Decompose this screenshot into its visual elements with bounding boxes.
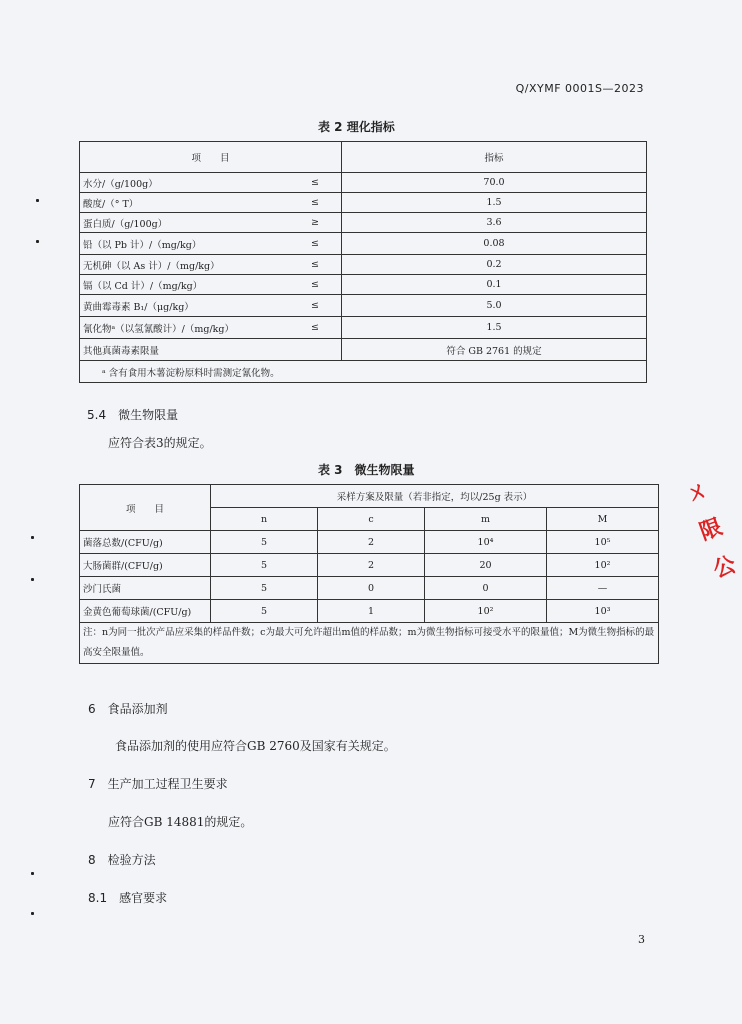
row-value: 70.0 [342, 173, 647, 193]
scan-mark [31, 912, 34, 915]
row-op: ≤ [296, 233, 342, 255]
section-6-title: 6 食品添加剂 [88, 702, 168, 716]
col-c: c [318, 508, 425, 531]
row-item: 铅（以 Pb 计）/（mg/kg） [80, 233, 296, 255]
scan-mark [36, 240, 39, 243]
row-op: ≤ [296, 317, 342, 339]
row-item: 其他真菌毒素限量 [80, 339, 296, 361]
row-item: 大肠菌群/(CFU/g) [80, 554, 211, 577]
row-M: 10⁵ [547, 531, 659, 554]
scan-mark [31, 872, 34, 875]
row-n: 5 [211, 600, 318, 623]
section-8-1-title: 8.1 感官要求 [88, 891, 168, 905]
row-M: 10² [547, 554, 659, 577]
section-5-4-title: 5.4 微生物限量 [87, 408, 179, 422]
row-value: 0.1 [342, 275, 647, 295]
table-row [80, 275, 647, 295]
row-op: ≥ [296, 213, 342, 233]
section-7-title: 7 生产加工过程卫生要求 [88, 777, 228, 791]
row-item: 无机砷（以 As 计）/（mg/kg） [80, 255, 296, 275]
row-m: 20 [425, 554, 547, 577]
table2-physicochemical [79, 141, 647, 383]
table3-microbial [79, 484, 659, 664]
seal-stamp-fragment: ㄨ 限 公 [682, 476, 740, 584]
col-m: m [425, 508, 547, 531]
row-item: 氰化物ᵃ（以氢氰酸计）/（mg/kg） [80, 317, 296, 339]
section-5-4-text: 应符合表3的规定。 [108, 436, 212, 450]
scan-mark [31, 578, 34, 581]
table3-head-group: 采样方案及限量（若非指定，均以/25g 表示） [211, 485, 659, 508]
table-row [80, 173, 647, 193]
table3-head-item: 项 目 [80, 485, 211, 531]
table-row [80, 295, 647, 317]
row-item: 金黄色葡萄球菌/(CFU/g) [80, 600, 211, 623]
row-m: 0 [425, 577, 547, 600]
row-item: 沙门氏菌 [80, 577, 211, 600]
table2-caption: 表 2 理化指标 [318, 120, 395, 134]
row-op: ≤ [296, 255, 342, 275]
row-item: 菌落总数/(CFU/g) [80, 531, 211, 554]
row-c: 2 [318, 531, 425, 554]
row-c: 1 [318, 600, 425, 623]
table2-head-value: 指标 [342, 142, 647, 173]
row-c: 2 [318, 554, 425, 577]
row-value: 0.08 [342, 233, 647, 255]
row-op: ≤ [296, 193, 342, 213]
row-value: 3.6 [342, 213, 647, 233]
table3-caption: 表 3 微生物限量 [318, 463, 415, 477]
row-value: 1.5 [342, 317, 647, 339]
row-item: 蛋白质/（g/100g） [80, 213, 296, 233]
table-row [80, 317, 647, 339]
row-item: 水分/（g/100g） [80, 173, 296, 193]
row-n: 5 [211, 531, 318, 554]
row-value: 符合 GB 2761 的规定 [342, 339, 647, 361]
row-item: 黄曲霉毒素 B₁/（μg/kg） [80, 295, 296, 317]
row-c: 0 [318, 577, 425, 600]
row-n: 5 [211, 554, 318, 577]
section-7-text: 应符合GB 14881的规定。 [108, 815, 253, 829]
row-M: 10³ [547, 600, 659, 623]
row-M: — [547, 577, 659, 600]
table-row [80, 339, 647, 361]
table-row [80, 600, 659, 623]
table-row [80, 554, 659, 577]
table-row [80, 531, 659, 554]
col-M: M [547, 508, 659, 531]
table3-note: 注：n为同一批次产品应采集的样品件数；c为最大可允许超出m值的样品数；m为微生物指标可接受水平的限量值；M为微生物指标的最高安全限量值。 [80, 623, 659, 664]
table-row [80, 193, 647, 213]
section-8-title: 8 检验方法 [88, 853, 156, 867]
row-op: ≤ [296, 275, 342, 295]
row-value: 5.0 [342, 295, 647, 317]
document-code: Q/XYMF 0001S—2023 [515, 82, 644, 95]
table-row [80, 577, 659, 600]
scan-mark [31, 536, 34, 539]
col-n: n [211, 508, 318, 531]
scan-mark [36, 199, 39, 202]
table-row [80, 213, 647, 233]
row-n: 5 [211, 577, 318, 600]
table2-head-item: 项 目 [80, 142, 342, 173]
row-op [296, 339, 342, 361]
row-op: ≤ [296, 173, 342, 193]
row-item: 镉（以 Cd 计）/（mg/kg） [80, 275, 296, 295]
table-row [80, 233, 647, 255]
row-value: 0.2 [342, 255, 647, 275]
table-row [80, 255, 647, 275]
page-number: 3 [638, 933, 645, 946]
row-m: 10⁴ [425, 531, 547, 554]
table2-footnote: ᵃ 含有食用木薯淀粉原料时需测定氰化物。 [80, 361, 647, 383]
row-op: ≤ [296, 295, 342, 317]
row-item: 酸度/（° T） [80, 193, 296, 213]
row-m: 10² [425, 600, 547, 623]
section-6-text: 食品添加剂的使用应符合GB 2760及国家有关规定。 [115, 739, 396, 753]
row-value: 1.5 [342, 193, 647, 213]
